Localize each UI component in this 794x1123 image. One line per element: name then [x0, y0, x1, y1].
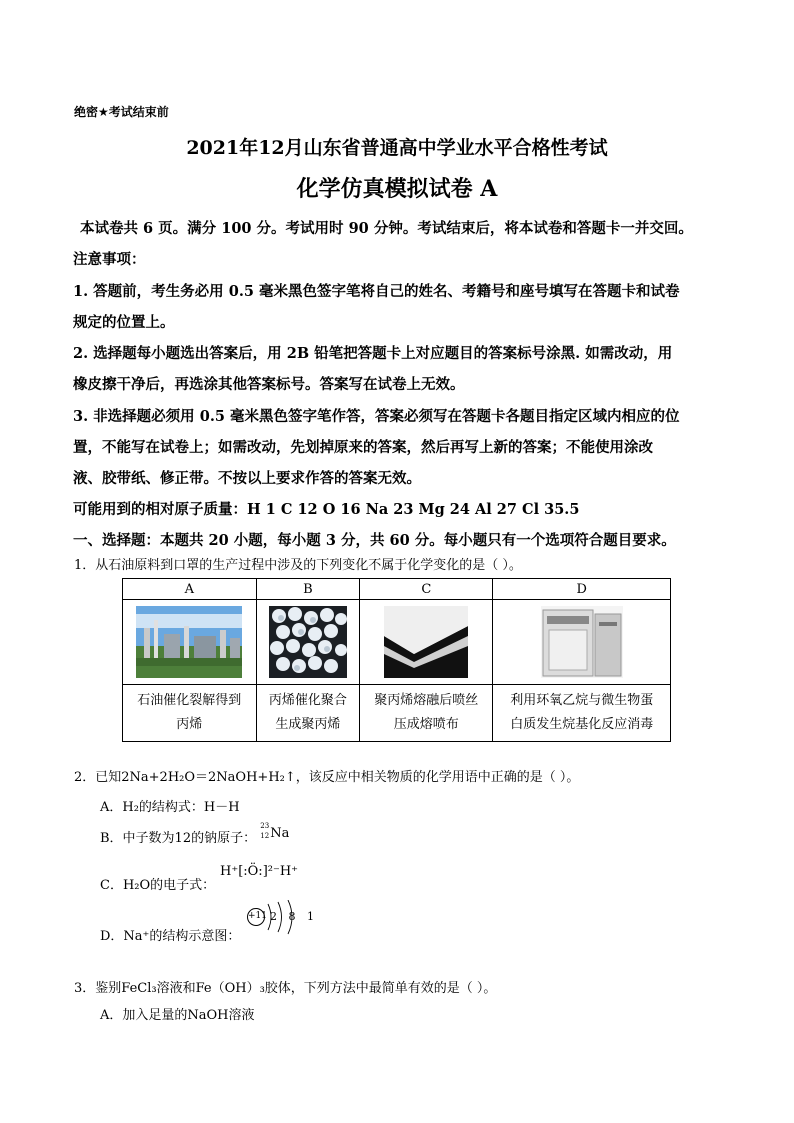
q2-option-b: B．中子数为12的钠原子： 23 12 Na — [100, 822, 290, 846]
note1-line1: 1. 答题前，考生务必用 0.5 毫米黑色签字笔将自己的姓名、考籍号和座号填写在答题卡和试卷 — [73, 283, 680, 300]
option-a-text: 石油催化裂解得到 丙烯 — [123, 685, 257, 742]
col-d-label: D — [493, 579, 671, 600]
meltblown-fabric-photo — [384, 606, 468, 678]
col-a-label: A — [123, 579, 257, 600]
atomic-masses: 可能用到的相对原子质量：H 1 C 12 O 16 Na 23 Mg 24 Al 27 Cl 35.5 — [73, 501, 580, 518]
option-d-text: 利用环氧乙烷与微生物蛋 白质发生烷基化反应消毒 — [493, 685, 671, 742]
sterilizer-photo — [541, 606, 623, 678]
notes-title: 注意事项： — [73, 251, 146, 268]
sodium-ion-diagram: +11 2 8 1 — [244, 900, 304, 940]
note2-line1: 2. 选择题每小题选出答案后，用 2B 铅笔把答题卡上对应题目的答案标号涂黑. 如需改动，用 — [73, 345, 673, 362]
note1-line2: 规定的位置上。 — [73, 314, 175, 331]
col-c-label: C — [360, 579, 493, 600]
q1-options-table — [122, 578, 671, 742]
option-c-text: 聚丙烯熔融后喷丝 压成熔喷布 — [360, 685, 493, 742]
option-b-text: 丙烯催化聚合 生成聚丙烯 — [256, 685, 360, 742]
polypropylene-pellets-photo — [269, 606, 347, 678]
note3-line3: 液、胶带纸、修正带。不按以上要求作答的答案无效。 — [73, 470, 421, 487]
water-electron-formula: H⁺[:Ö:]²⁻H⁺ — [220, 864, 299, 879]
note3-line2: 置，不能写在试卷上；如需改动，先划掉原来的答案，然后再写上新的答案；不能使用涂改 — [73, 439, 653, 456]
q2-option-d: D．Na⁺的结构示意图： — [100, 929, 241, 944]
exam-title: 2021年12月山东省普通高中学业水平合格性考试 — [186, 137, 608, 159]
note2-line2: 橡皮擦干净后，再选涂其他答案标号。答案写在试卷上无效。 — [73, 376, 465, 393]
section1-heading: 一、选择题：本题共 20 小题，每小题 3 分，共 60 分。每小题只有一个选项符合题目要求。 — [73, 532, 676, 549]
q3-stem: 3．鉴别FeCl₃溶液和Fe（OH）₃胶体，下列方法中最简单有效的是（ ）。 — [74, 981, 497, 996]
q2-option-a: A．H₂的结构式：H－H — [100, 800, 240, 815]
exam-subtitle: 化学仿真模拟试卷 A — [296, 176, 498, 202]
note3-line1: 3. 非选择题必须用 0.5 毫米黑色签字笔作答，答案必须写在答题卡各题目指定区域内相应的位 — [73, 408, 680, 425]
q2-stem: 2．已知2Na+2H₂O＝2NaOH+H₂↑，该反应中相关物质的化学用语中正确的是（ ）。 — [74, 770, 580, 785]
col-b-label: B — [256, 579, 360, 600]
q1-stem: 1．从石油原料到口罩的生产过程中涉及的下列变化不属于化学变化的是（ ）。 — [74, 558, 522, 573]
refinery-photo — [136, 606, 242, 678]
q3-option-a: A．加入足量的NaOH溶液 — [100, 1008, 255, 1023]
q2-option-c: C．H₂O的电子式： — [100, 878, 216, 893]
intro-text: 本试卷共 6 页。满分 100 分。考试用时 90 分钟。考试结束后，将本试卷和答题卡一并交回。 — [80, 220, 693, 237]
sodium-isotope-symbol: 23 12 Na — [260, 822, 290, 841]
secret-label: 绝密★考试结束前 — [74, 105, 169, 119]
